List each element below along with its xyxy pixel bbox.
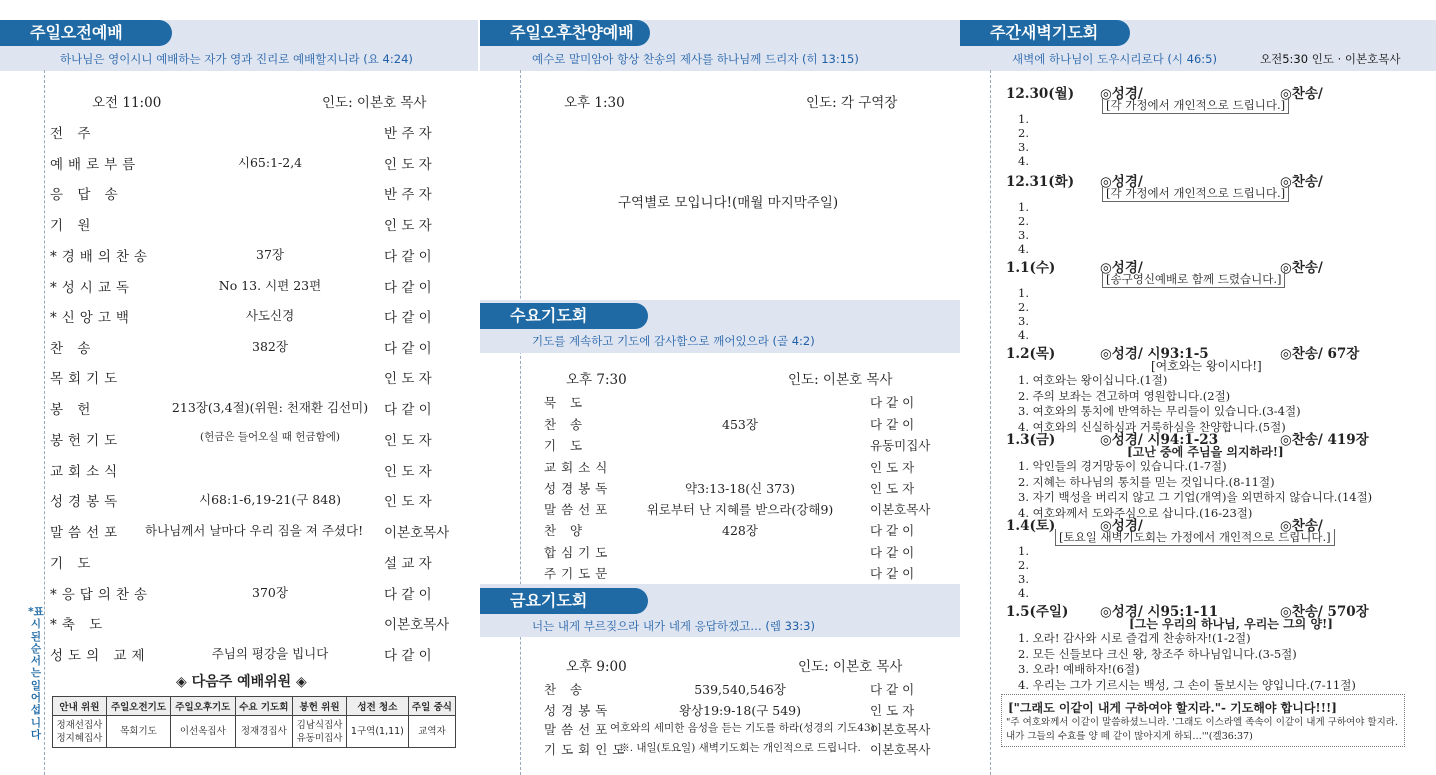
dawn-day-hymn: ◎찬송/ [1280,86,1323,102]
dawn-day-bible: ◎성경/ 시94:1-23 [1100,432,1219,448]
wed-item-name: 주기도문 [544,566,613,581]
dawn-day-point: 2. 주의 보좌는 견고하며 영원합니다.(2절) [1018,388,1231,403]
morning-time: 오전 11:00 [92,95,162,111]
dawn-day-point: 4. 여호와께서 도와주심으로 삽니다.(16-23절) [1018,505,1253,520]
staff-value-cell: 1구역(1,11) [346,716,408,748]
order-item-content: No 13. 시편 23편 [218,278,322,293]
fri-item-name: 성경봉독 [544,703,613,718]
dawn-day-point: 2. [1018,126,1029,140]
wednesday-time: 오후 7:30 [566,372,627,388]
wed-item-name: 교회소식 [544,460,613,475]
dawn-title: 주간새벽기도회 [960,20,1130,46]
morning-title: 주일오전예배 [0,20,172,46]
order-item-content: 사도신경 [245,308,295,323]
order-item-leader: 인 도 자 [384,218,432,234]
dawn-day-point: 2. [1018,214,1029,228]
dawn-day-bible: ◎성경/ 시93:1-5 [1100,346,1209,362]
dawn-day-date: 1.3(금) [1006,432,1056,448]
dawn-day-bible: ◎성경/ [1100,260,1143,276]
prayer-quote-box [1001,694,1405,747]
dawn-day-note: [여호와는 왕이시다!] [1151,359,1262,373]
staff-header-cell: 주일오후기도 [171,697,235,716]
wednesday-title: 수요기도회 [480,303,648,329]
order-item-name: 목회기도 [50,371,123,387]
order-item-content: 주님의 평강을 빕니다 [211,646,329,661]
fri-item-leader: 이본호목사 [870,722,931,737]
wed-item-name: 기 도 [544,438,588,453]
dawn-day-date: 1.2(목) [1006,346,1056,362]
dawn-day-point: 4. 여호와의 신실하심과 거룩하심을 찬양합니다.(5절) [1018,419,1286,434]
wed-item-name: 찬 송 [544,417,588,432]
order-item-leader: 반 주 자 [384,126,432,142]
wed-item-content: 위로부터 난 지혜를 받으라(강해9) [646,502,834,517]
order-item-leader: 이본호목사 [384,525,450,541]
dawn-day-point: 1. 여호와는 왕이십니다.(1절) [1018,373,1168,387]
dawn-day-point: 3. 여호와의 통치에 반역하는 무리들이 있습니다.(3-4절) [1018,404,1301,418]
staff-header-row [53,697,456,716]
dawn-day-note: [각 가정에서 개인적으로 드립니다.] [1102,185,1289,202]
order-item-leader: 다 같 이 [384,310,432,326]
midweek-divider [520,70,521,775]
staff-header-cell: 봉헌 위원 [293,697,347,716]
dawn-day-note: [그는 우리의 하나님, 우리는 그의 양!] [1129,617,1333,631]
morning-verse: 하나님은 영이시니 예배하는 자가 영과 진리로 예배할지니라 (요 4:24) [60,52,413,66]
order-item-leader: 인 도 자 [384,494,432,510]
dawn-day-point: 2. 지혜는 하나님의 통치를 믿는 것입니다.(8-11절) [1018,474,1275,489]
order-item-name: *경배의찬송 [50,249,152,265]
wed-item-name: 합심기도 [544,545,613,560]
morning-service-column [0,0,478,775]
dawn-day-point: 3. [1018,228,1029,242]
order-item-content: (헌금은 들어오실 때 헌금함에) [200,431,340,443]
dawn-day-point: 4. [1018,154,1029,168]
wed-item-leader: 다 같 이 [870,566,915,581]
order-item-name: *성시교독 [50,280,134,296]
dawn-day-note: [각 가정에서 개인적으로 드립니다.] [1102,97,1289,114]
dawn-day-point: 1. [1018,200,1029,214]
dawn-day-point: 1. [1018,112,1029,126]
order-item-name: *응답의찬송 [50,587,152,603]
staff-header-cell: 수요 기도회 [235,697,293,716]
staff-header-cell: 주일오전기도 [106,697,170,716]
dawn-day-point: 4. 우리는 그가 기르시는 백성, 그 손이 돌보시는 양입니다.(7-11절) [1018,677,1356,692]
dawn-day-hymn: ◎찬송/ [1280,174,1323,190]
staff-value-cell: 교역자 [408,716,455,748]
order-item-leader: 다 같 이 [384,648,432,664]
order-item-leader: 다 같 이 [384,341,432,357]
dawn-day-point: 2. [1018,300,1029,314]
fri-item-content: 여호와의 세미한 음성을 듣는 기도를 하라(성경의 기도43) [610,722,875,734]
order-item-name: 기 도 [50,556,96,572]
dawn-day-point: 3. [1018,572,1029,586]
afternoon-leader: 인도: 각 구역장 [806,95,898,111]
staff-value-cell: 정재선집사 정지혜집사 [53,716,107,748]
dawn-day-date: 1.1(수) [1006,260,1056,276]
order-item-leader: 설 교 자 [384,556,432,572]
order-item-content: 382장 [252,339,288,354]
dawn-day-date: 1.5(주일) [1006,604,1069,620]
order-item-leader: 인 도 자 [384,464,432,480]
staff-value-cell: 정재경집사 [235,716,293,748]
order-item-leader: 다 같 이 [384,402,432,418]
friday-title: 금요기도회 [480,588,648,614]
fri-item-leader: 인 도 자 [870,703,915,718]
dawn-day-date: 1.4(토) [1006,518,1056,534]
wed-item-leader: 다 같 이 [870,523,915,538]
dawn-day-point: 3. 자기 백성을 버리지 않고 그 기업(개역)을 외면하지 않습니다.(14절) [1018,490,1373,504]
wed-item-leader: 유동미집사 [870,438,931,453]
morning-leader: 인도: 이본호 목사 [322,95,427,111]
dawn-day-note: [토요일 새벽기도회는 가정에서 개인적으로 드립니다.] [1055,529,1335,546]
wed-item-leader: 다 같 이 [870,417,915,432]
staff-header-cell: 주일 중식 [408,697,455,716]
order-item-name: 성경봉독 [50,494,123,510]
fri-item-content: 왕상19:9-18(구 549) [678,703,801,718]
order-item-name: 성도의 교제 [50,648,150,664]
order-item-content: 하나님께서 날마다 우리 짐을 져 주셨다! [145,523,364,538]
wed-item-content: 약3:13-18(신 373) [685,481,795,496]
staff-value-cell: 김남식집사 유동미집사 [293,716,347,748]
staff-header-cell: 안내 위원 [53,697,107,716]
dawn-day-point: 4. [1018,586,1029,600]
order-item-name: 응 답 송 [50,187,123,203]
order-item-name: 봉헌기도 [50,433,123,449]
order-item-leader: 인 도 자 [384,433,432,449]
order-item-leader: 다 같 이 [384,587,432,603]
order-item-name: 말씀선포 [50,525,123,541]
friday-time: 오후 9:00 [566,659,627,675]
fri-item-leader: 다 같 이 [870,682,915,697]
wed-item-leader: 이본호목사 [870,502,931,517]
dawn-day-bible: ◎성경/ [1100,174,1143,190]
dawn-day-note: [고난 중에 주님을 의지하라!] [1127,445,1284,459]
dawn-verse: 새벽에 하나님이 도우시리로다 (시 46:5) [1012,52,1217,66]
dawn-day-point: 4. [1018,242,1029,256]
order-item-name: 기 원 [50,218,96,234]
order-item-name: 전 주 [50,126,96,142]
order-item-leader: 반 주 자 [384,187,432,203]
afternoon-time: 오후 1:30 [564,95,625,111]
dawn-day-bible: ◎성경/ 시95:1-11 [1100,604,1219,620]
dawn-day-hymn: ◎찬송/ [1280,260,1323,276]
wed-item-leader: 인 도 자 [870,460,915,475]
morning-divider [44,70,45,775]
wednesday-leader: 인도: 이본호 목사 [788,372,893,388]
midweek-column [480,0,960,775]
afternoon-message: 구역별로 모입니다!(매월 마지막주일) [618,195,839,211]
dawn-day-point: 1. 악인들의 경거망동이 있습니다.(1-7절) [1018,459,1227,473]
dawn-day-note: [송구영신예배로 함께 드렸습니다.] [1102,271,1285,288]
wed-item-content: 428장 [722,523,758,538]
dawn-day-point: 3. [1018,314,1029,328]
dawn-day-hymn: ◎찬송/ [1280,518,1323,534]
dawn-day-point: 1. 오라! 감사와 시로 즐겁게 찬송하자!(1-2절) [1018,631,1251,645]
wed-item-leader: 다 같 이 [870,545,915,560]
afternoon-title: 주일오후찬양예배 [480,20,650,46]
dawn-time-leader: 오전5:30 인도 · 이본호목사 [1260,52,1401,66]
wed-item-content: 453장 [722,417,758,432]
order-item-name: *신앙고백 [50,310,134,326]
order-item-name: 봉 헌 [50,402,96,418]
order-item-content: 370장 [252,585,288,600]
standing-note: *표시된 순서는 일어섭니다 [28,606,44,741]
fri-item-name: 찬 송 [544,682,588,697]
dawn-day-hymn: ◎찬송/ 67장 [1280,346,1360,362]
dawn-day-point: 1. [1018,544,1029,558]
staff-table [52,696,456,748]
wed-item-name: 묵 도 [544,395,588,410]
order-item-content: 시68:1-6,19-21(구 848) [199,492,341,507]
dawn-day-hymn: ◎찬송/ 419장 [1280,432,1369,448]
order-item-content: 213장(3,4절)(위원: 천재환 김선미) [171,400,369,415]
fri-item-content: ※. 내일(토요일) 새벽기도회는 개인적으로 드립니다. [619,742,861,754]
order-item-content: 시65:1-2,4 [237,155,303,170]
order-item-leader: 인 도 자 [384,157,432,173]
order-item-leader: 이본호목사 [384,617,450,633]
afternoon-verse: 예수로 말미암아 항상 찬송의 제사를 하나님께 드리자 (히 13:15) [532,52,859,66]
dawn-day-point: 3. [1018,140,1029,154]
order-item-name: 예배로부름 [50,157,141,173]
fri-item-name: 말씀선포 [544,722,613,737]
dawn-divider [990,70,991,775]
quote-body: "주 여호와께서 이같이 말씀하셨느니라. '그래도 이스라엘 족속이 이같이 내게 구하여야 할지라. 내가 그들의 수효를 양 떼 같이 많아지게 하되…'"(겔36:37) [1006,717,1398,742]
order-item-name: 교회소식 [50,464,123,480]
fri-item-leader: 이본호목사 [870,742,931,757]
dawn-day-point: 1. [1018,286,1029,300]
order-item-leader: 다 같 이 [384,249,432,265]
staff-value-row [53,716,456,748]
staff-value-cell: 이선옥집사 [171,716,235,748]
dawn-day-bible: ◎성경/ [1100,86,1143,102]
fri-item-name: 기도회인도 [544,742,630,757]
order-item-content: 37장 [256,247,284,262]
wed-item-name: 성경봉독 [544,481,613,496]
wed-item-leader: 인 도 자 [870,481,915,496]
dawn-day-point: 4. [1018,328,1029,342]
dawn-day-point: 2. 모든 신들보다 크신 왕, 창조주 하나님입니다.(3-5절) [1018,646,1297,661]
wed-item-name: 찬 양 [544,523,588,538]
friday-leader: 인도: 이본호 목사 [798,659,903,675]
wednesday-verse: 기도를 계속하고 기도에 감사함으로 깨어있으라 (골 4:2) [532,334,815,348]
quote-title: ["그래도 이같이 내게 구하여야 할지라."- 기도해야 합니다!!!] [1008,701,1337,715]
order-item-leader: 인 도 자 [384,371,432,387]
dawn-day-bible: ◎성경/ [1100,518,1143,534]
dawn-day-date: 12.31(화) [1006,174,1075,190]
fri-item-content: 539,540,546장 [694,682,786,697]
dawn-day-date: 12.30(월) [1006,86,1075,102]
order-item-name: *축 도 [50,617,108,633]
dawn-day-point: 3. 오라! 예배하자!(6절) [1018,662,1140,676]
friday-verse: 너는 내게 부르짖으라 내가 네게 응답하겠고… (렘 33:3) [532,619,815,633]
order-item-leader: 다 같 이 [384,280,432,296]
order-item-name: 찬 송 [50,341,96,357]
staff-header-cell: 성전 청소 [346,697,408,716]
wed-item-leader: 다 같 이 [870,395,915,410]
staff-title: ◈ 다음주 예배위원 ◈ [176,674,307,690]
dawn-day-point: 2. [1018,558,1029,572]
staff-value-cell: 목회기도 [106,716,170,748]
wed-item-name: 말씀선포 [544,502,613,517]
dawn-day-hymn: ◎찬송/ 570장 [1280,604,1369,620]
